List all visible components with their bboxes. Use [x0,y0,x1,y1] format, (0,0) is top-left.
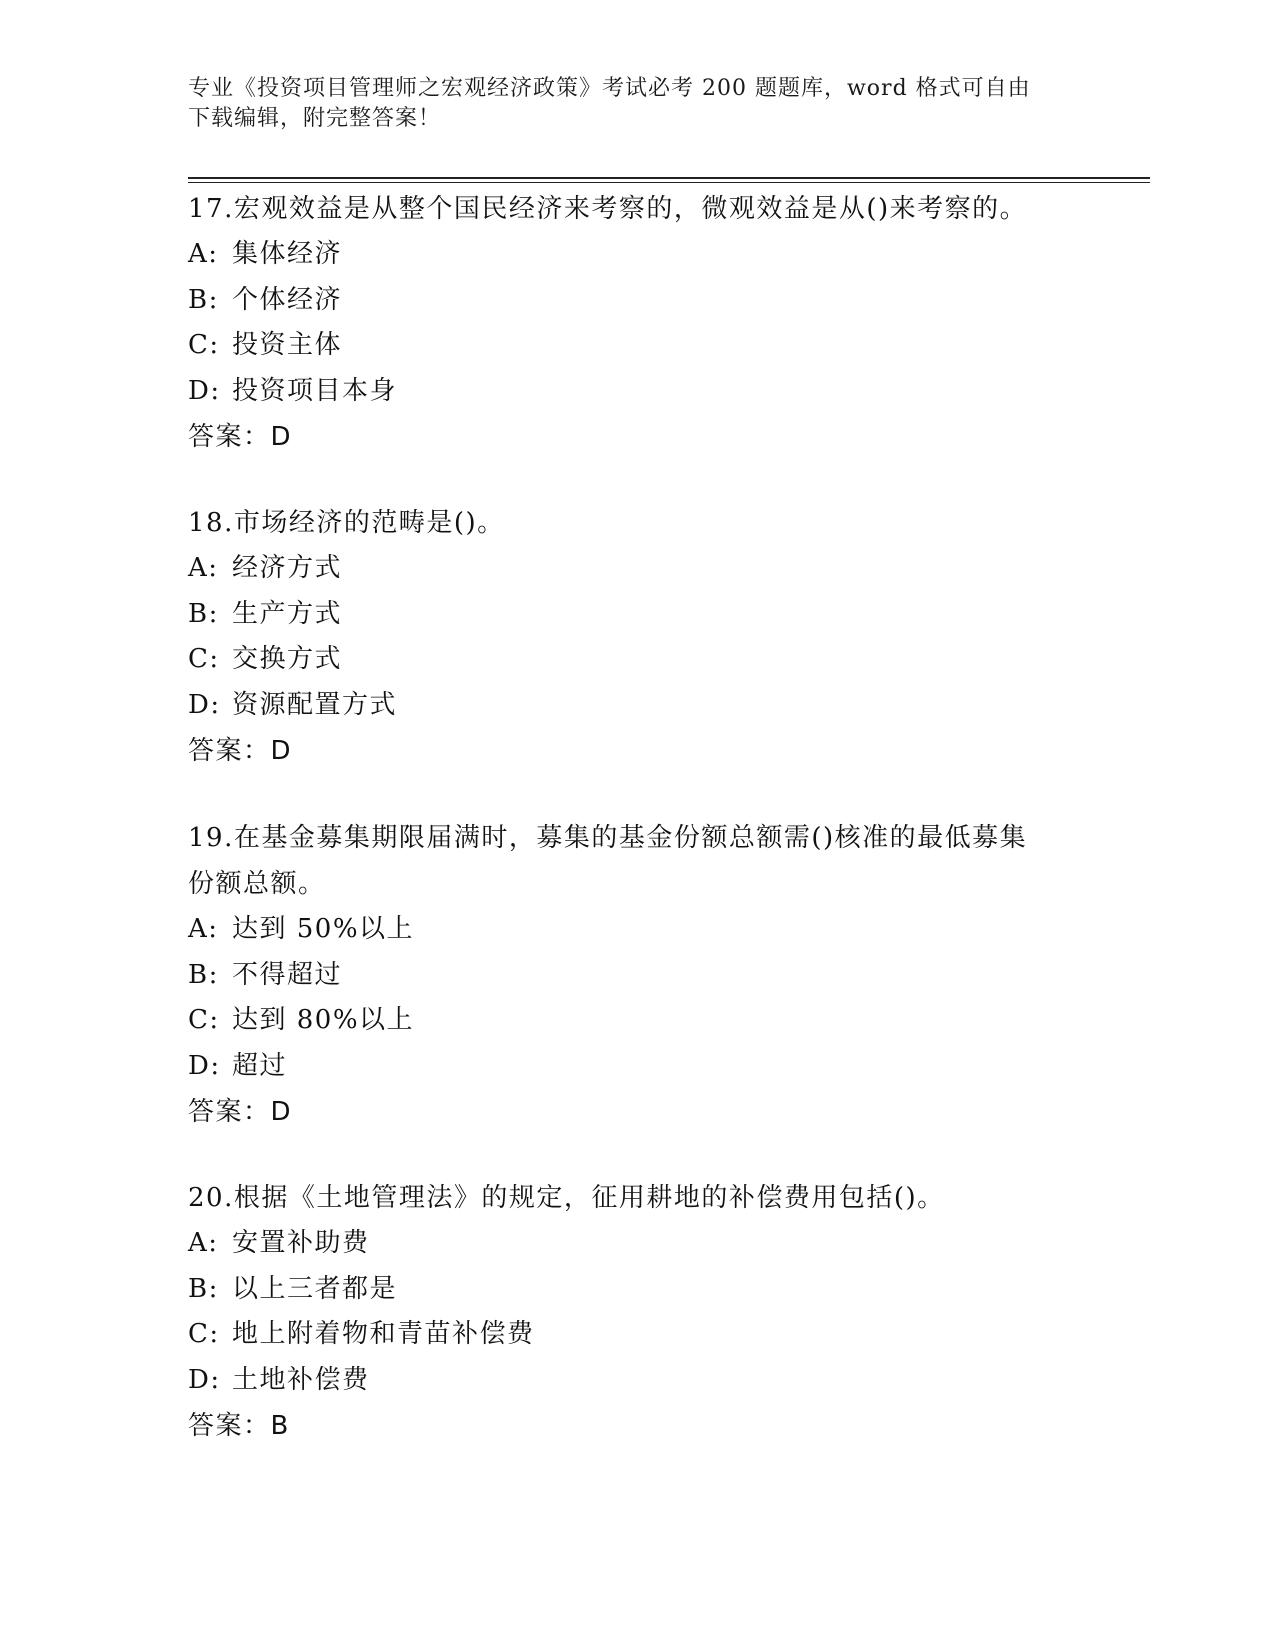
option-d [188,369,1088,415]
option-b [188,592,1088,638]
option-text: 超过 [232,1050,288,1081]
option-letter: D: [188,1364,221,1395]
option-letter: C: [188,330,220,360]
option-text: 以上三者都是 [232,1273,398,1304]
option-letter: C: [188,1005,220,1035]
option-letter: A: [188,914,219,944]
option-text: 生产方式 [232,598,343,629]
option-text: 不得超过 [232,959,343,990]
option-letter: B: [188,959,219,990]
option-c [188,323,1088,369]
option-c [188,637,1088,683]
option-letter: D: [188,689,221,720]
option-letter: B: [188,598,219,629]
question-stem-line-2: 份额总额。 [188,869,326,899]
option-letter: B: [188,1273,219,1304]
header-line-2: 下载编辑，附完整答案！ [188,106,442,131]
option-text: 安置补助费 [232,1228,370,1258]
option-text: 集体经济 [232,239,343,269]
option-a [188,907,1088,953]
option-text: 经济方式 [232,553,343,583]
option-letter: D: [188,1050,221,1081]
option-d [188,1358,1088,1404]
question-stem-line-1: 19.在基金募集期限届满时，募集的基金份额总额需()核准的最低募集 [188,823,1028,853]
option-text: 投资项目本身 [232,375,398,406]
option-text: 地上附着物和青苗补偿费 [232,1319,535,1349]
answer-line: 答案：D [188,422,293,452]
option-letter: A: [188,1228,219,1258]
option-b [188,1267,1088,1313]
question-18 [188,500,1088,774]
option-c [188,998,1088,1044]
answer-line: 答案：D [188,736,293,766]
option-letter: B: [188,284,219,315]
option-letter: C: [188,1319,220,1349]
option-c [188,1312,1088,1358]
option-text: 交换方式 [232,644,343,674]
option-b [188,953,1088,999]
question-17 [188,186,1088,460]
option-text: 达到 80%以上 [232,1005,415,1035]
header-divider-thick [188,177,1150,179]
option-letter: A: [188,239,219,269]
option-letter: C: [188,644,220,674]
question-stem: 20.根据《土地管理法》的规定，征用耕地的补偿费用包括()。 [188,1183,945,1213]
option-d [188,683,1088,729]
option-letter: A: [188,553,219,583]
option-text: 个体经济 [232,284,343,315]
question-stem: 18.市场经济的范畴是()。 [188,508,505,538]
answer-line: 答案：D [188,1097,293,1127]
option-text: 土地补偿费 [232,1364,370,1395]
option-b [188,278,1088,324]
document-header [188,74,1088,134]
answer-line: 答案：B [188,1411,290,1441]
option-a [188,1221,1088,1267]
option-text: 达到 50%以上 [232,914,415,944]
option-text: 投资主体 [232,330,343,360]
header-divider-thin [188,182,1150,183]
option-a [188,232,1088,278]
option-text: 资源配置方式 [232,689,398,720]
option-d [188,1044,1088,1090]
question-20 [188,1175,1088,1449]
question-19 [188,815,1088,1135]
option-a [188,546,1088,592]
question-stem: 17.宏观效益是从整个国民经济来考察的，微观效益是从()来考察的。 [188,194,1028,224]
option-letter: D: [188,375,221,406]
header-line-1: 专业《投资项目管理师之宏观经济政策》考试必考 200 题题库，word 格式可自由 [188,76,1031,101]
